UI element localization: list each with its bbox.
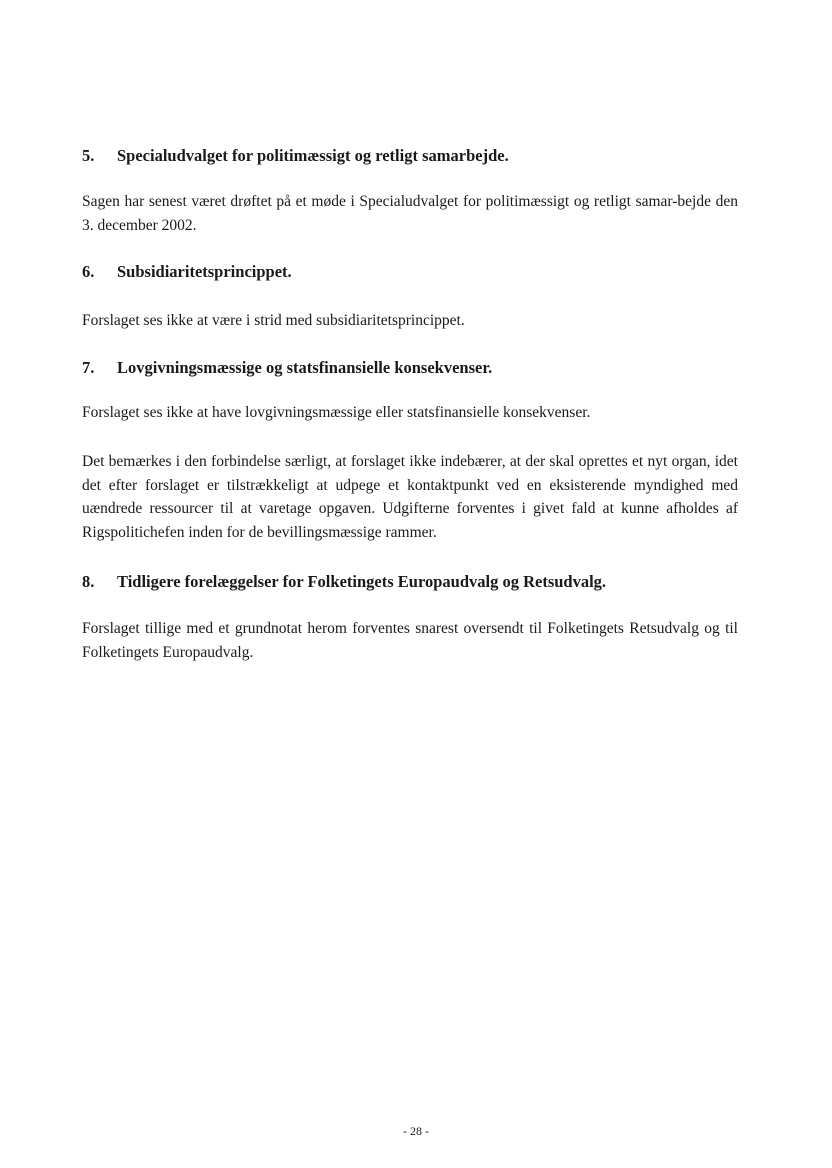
- section-number: 8.: [82, 572, 95, 591]
- section-title: Specialudvalget for politimæssigt og retligt samarbejde.: [117, 146, 509, 165]
- paragraph: Forslaget ses ikke at være i strid med subsidiaritetsprincippet.: [82, 312, 465, 329]
- section-number: 6.: [82, 262, 95, 281]
- page-number: - 28 -: [403, 1124, 429, 1138]
- section-heading: [82, 572, 606, 592]
- section-title: Subsidiaritetsprincippet.: [117, 262, 292, 281]
- section-title: Lovgivningsmæssige og statsfinansielle konsekvenser.: [117, 358, 493, 377]
- paragraph: Det bemærkes i den forbindelse særligt, at forslaget ikke indebærer, at der skal oprettes et nyt organ, idet det efter forslaget er tilstrækkeligt at udpege et kontaktpunkt ved en eksisterende myndighed med uændrede ressourcer til at varetage opgaven. Udgifterne forventes i givet fald at kunne afholdes af Rigspolitichefen inden for de bevillingsmæssige rammer.: [82, 453, 738, 541]
- section-number: 5.: [82, 146, 95, 165]
- section-heading: [82, 146, 509, 166]
- section-number: 7.: [82, 358, 95, 377]
- section-heading: [82, 262, 292, 282]
- paragraph: Sagen har senest været drøftet på et møde i Specialudvalget for politimæssigt og retligt samar-bejde den 3. december 2002.: [82, 193, 738, 234]
- paragraph: Forslaget tillige med et grundnotat herom forventes snarest oversendt til Folketingets Retsudvalg og til Folketingets Europaudvalg.: [82, 620, 738, 661]
- section-title: Tidligere forelæggelser for Folketingets Europaudvalg og Retsudvalg.: [117, 572, 607, 591]
- paragraph: Forslaget ses ikke at have lovgivningsmæssige eller statsfinansielle konsekvenser.: [82, 404, 591, 421]
- section-heading: [82, 358, 492, 378]
